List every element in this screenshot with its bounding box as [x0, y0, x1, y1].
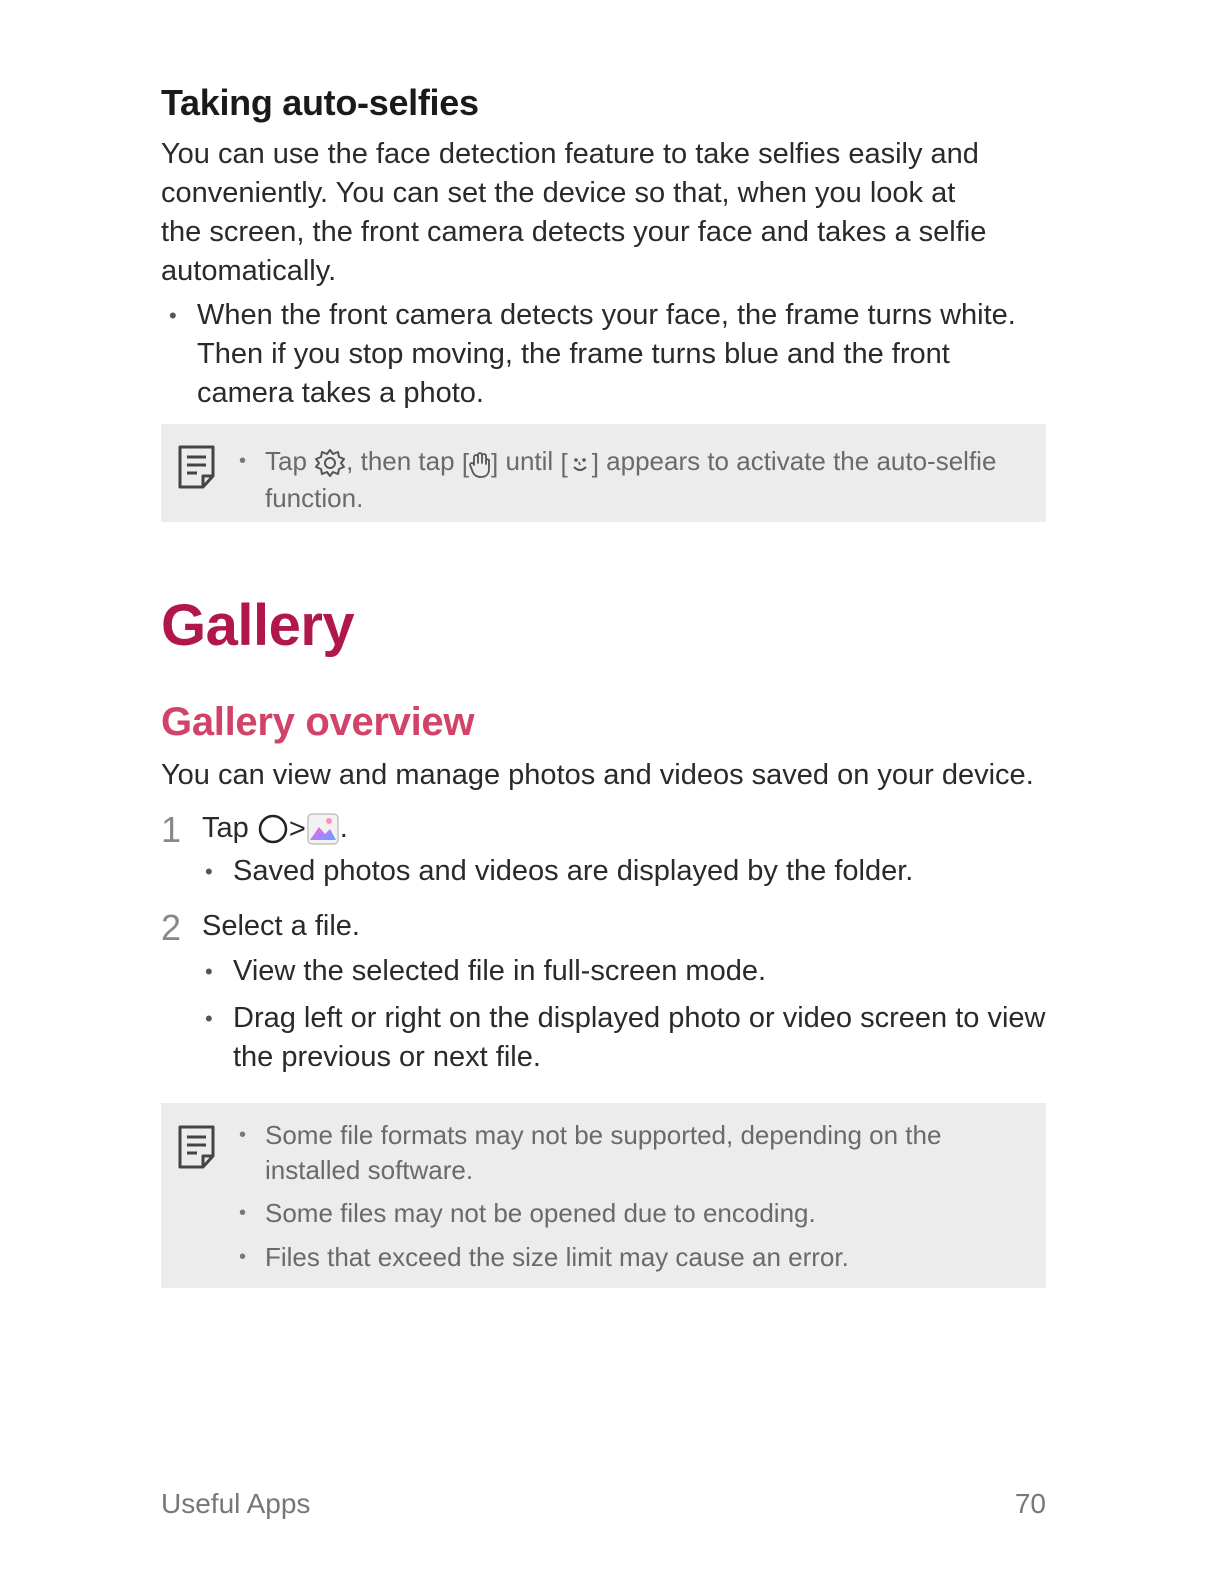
step-2-bullet: • View the selected file in full-screen mode.: [233, 952, 766, 991]
step-2-text: Select a file.: [202, 910, 360, 942]
footer-page-number: 70: [1014, 1488, 1046, 1519]
gallery-app-icon: [306, 812, 340, 846]
note-icon: [177, 1124, 217, 1170]
section-title-gallery-overview: Gallery overview: [161, 700, 475, 744]
bullet-dot: •: [205, 859, 213, 884]
step-number: 2: [161, 907, 182, 948]
home-circle-icon: [257, 813, 289, 845]
arrow-separator: >: [288, 812, 306, 845]
bullet-dot: •: [239, 1202, 247, 1224]
step-1-text: Tap > .: [202, 809, 348, 849]
note-box-gallery: [161, 1103, 1046, 1288]
bullet-dot: •: [169, 303, 177, 328]
page-title-gallery: Gallery: [161, 593, 355, 658]
step-2-bullet: • Drag left or right on the displayed photo or video screen to view the previous or next file.: [233, 999, 1045, 1077]
bullet-dot: •: [239, 450, 247, 472]
face-icon: [568, 452, 592, 478]
note-item: • Some file formats may not be supported, depending on the installed software.: [239, 1120, 942, 1185]
note-item: • Some files may not be opened due to encoding.: [265, 1196, 816, 1231]
auto-selfies-bullet: • When the front camera detects your face, the frame turns white. Then if you stop moving, the frame turns blue and the front camera takes a photo.: [197, 296, 1016, 413]
bullet-dot: •: [239, 1246, 247, 1268]
bullet-dot: •: [205, 959, 213, 984]
note-item: • Files that exceed the size limit may cause an error.: [265, 1240, 849, 1275]
bullet-dot: •: [205, 1006, 213, 1031]
bullet-dot: •: [239, 1124, 247, 1146]
step-1-bullet: • Saved photos and videos are displayed by the folder.: [233, 852, 913, 891]
step-number: 1: [161, 809, 182, 850]
auto-selfies-description: You can use the face detection feature to take selfies easily and conveniently. You can set the device so that, when you look at the screen, the front camera detects your face and takes a selfie automatically.: [161, 138, 987, 287]
section-title-auto-selfies: Taking auto-selfies: [161, 82, 479, 123]
settings-icon: [314, 447, 346, 479]
face-bracket: [ ]: [560, 447, 599, 478]
note-icon: [177, 444, 217, 490]
gesture-bracket: [ ]: [461, 447, 499, 478]
gesture-hand-icon: [469, 451, 491, 479]
note-box-auto-selfie: [161, 424, 1046, 522]
gallery-intro: You can view and manage photos and videos saved on your device.: [161, 759, 1034, 791]
footer-section-name: Useful Apps: [161, 1488, 311, 1519]
note-item: • Tap , then tap [ ] until [ ] appears to activate the auto-selfie function.: [239, 446, 997, 513]
